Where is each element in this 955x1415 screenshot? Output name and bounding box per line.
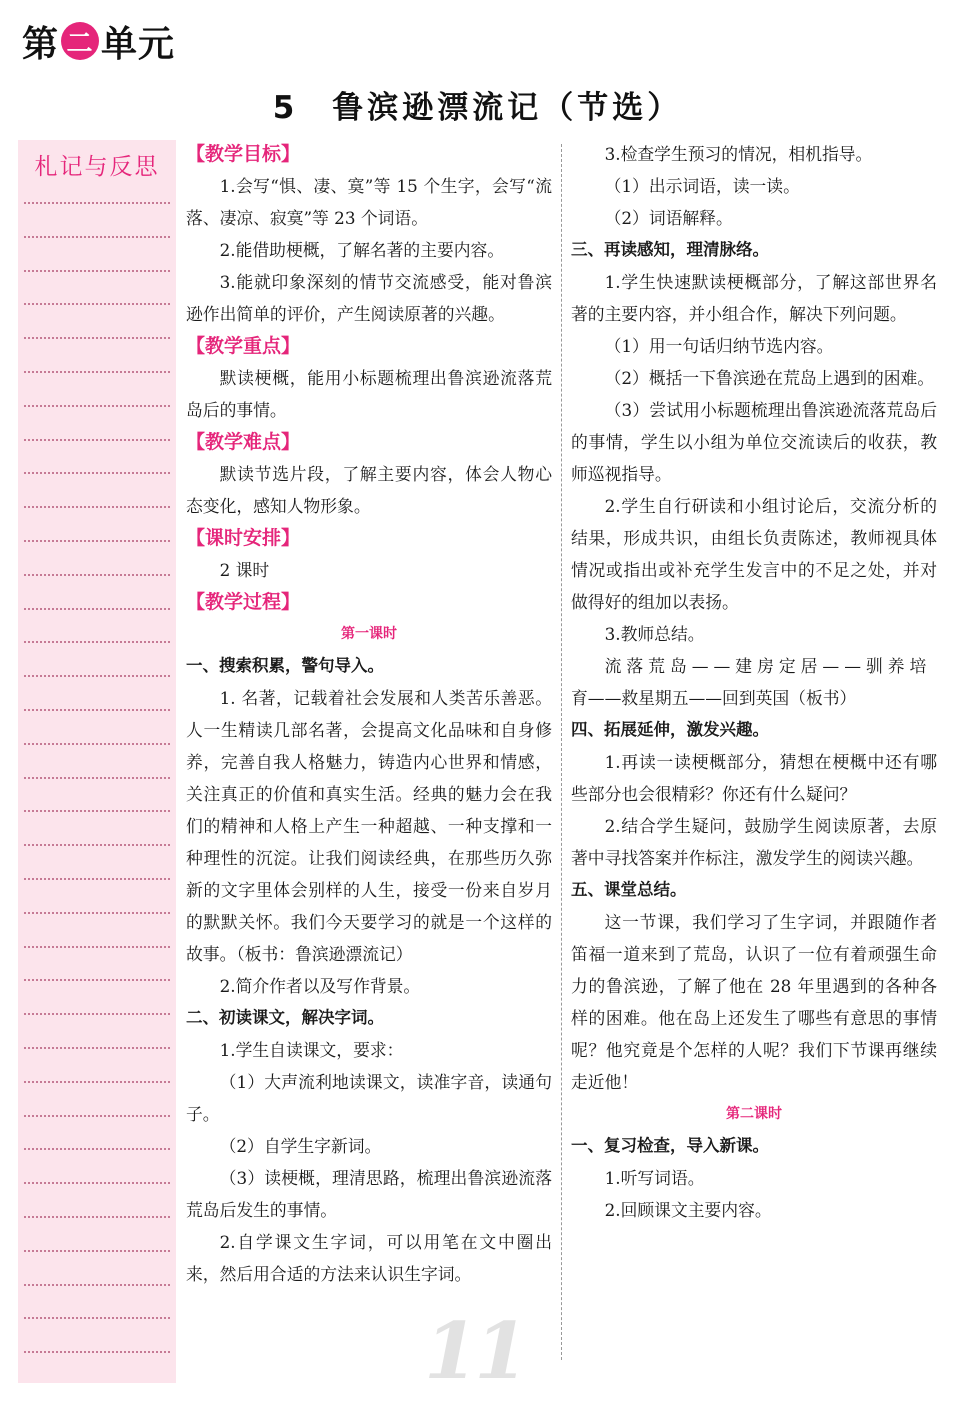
note-line	[24, 574, 170, 576]
note-line	[24, 608, 170, 610]
note-line	[24, 1148, 170, 1150]
board-outline-line: 流落荒岛——建房定居——驯养培	[604, 656, 932, 676]
note-line	[24, 1351, 170, 1353]
note-line	[24, 1013, 170, 1015]
paragraph: 3.检查学生预习的情况，相机指导。	[604, 144, 873, 164]
note-line	[24, 810, 170, 812]
note-line	[24, 303, 170, 305]
period-heading: 第二课时	[726, 1106, 782, 1122]
note-line	[24, 878, 170, 880]
note-line	[24, 946, 170, 948]
column-divider	[561, 144, 562, 1360]
note-line	[24, 405, 170, 407]
paragraph: 2.学生自行研读和小组讨论后，交流分析的结果，形成共识，由组长负责陈述，教师视具体情况或指出或补充学生发言中的不足之处，并对做得好的组加以表扬。	[571, 496, 937, 612]
paragraph: 2.回顾课文主要内容。	[604, 1200, 772, 1220]
step-heading: 四、拓展延伸，激发兴趣。	[571, 720, 769, 739]
paragraph: 1.学生快速默读梗概部分，了解这部世界名著的主要内容，并小组合作，解决下列问题。	[571, 272, 937, 324]
page-number: 11	[424, 1306, 525, 1397]
note-line	[24, 506, 170, 508]
note-line	[24, 641, 170, 643]
paragraph: 2.简介作者以及写作背景。	[219, 976, 421, 996]
unit-suffix: 单元	[101, 23, 176, 65]
note-line	[24, 1047, 170, 1049]
note-line	[24, 236, 170, 238]
key-points-heading: 【教学重点】	[186, 335, 301, 357]
note-line	[24, 743, 170, 745]
step-heading: 五、课堂总结。	[571, 880, 687, 899]
lesson-title	[0, 82, 955, 127]
note-line	[24, 1284, 170, 1286]
paragraph: 1.学生自读课文，要求：	[219, 1040, 404, 1060]
difficulties-heading: 【教学难点】	[186, 431, 301, 453]
notes-sidebar	[18, 140, 176, 1383]
lesson-number: 5	[272, 90, 299, 126]
note-line	[24, 1182, 170, 1184]
note-line	[24, 202, 170, 204]
note-line	[24, 1081, 170, 1083]
period-heading: 第一课时	[341, 626, 397, 642]
note-line	[24, 912, 170, 914]
key-points-text: 默读梗概，能用小标题梳理出鲁滨逊流落荒岛后的事情。	[186, 368, 552, 420]
schedule-heading: 【课时安排】	[186, 527, 301, 549]
step-heading: 三、再读感知，理清脉络。	[571, 240, 769, 259]
note-line	[24, 337, 170, 339]
note-line	[24, 979, 170, 981]
paragraph: 1.听写词语。	[604, 1168, 705, 1188]
difficulties-text: 默读节选片段，了解主要内容，体会人物心态变化，感知人物形象。	[186, 464, 552, 516]
note-line	[24, 439, 170, 441]
paragraph: （3）读梗概，理清思路，梳理出鲁滨逊流落荒岛后发生的事情。	[186, 1168, 552, 1220]
paragraph: （1）大声流利地读课文，读准字音，读通句子。	[186, 1072, 552, 1124]
note-line	[24, 709, 170, 711]
sidebar-title: 札记与反思	[34, 154, 160, 180]
note-line	[24, 1250, 170, 1252]
note-line	[24, 675, 170, 677]
step-heading: 一、搜索积累，警句导入。	[186, 656, 384, 675]
process-heading: 【教学过程】	[186, 591, 301, 613]
paragraph: （2）概括一下鲁滨逊在荒岛上遇到的困难。	[604, 368, 935, 388]
schedule-text: 2 课时	[219, 560, 270, 580]
note-line	[24, 371, 170, 373]
paragraph: （1）用一句话归纳节选内容。	[604, 336, 834, 356]
left-column	[186, 138, 552, 1290]
paragraph: （1）出示词语，读一读。	[604, 176, 800, 196]
paragraph: 1.再读一读梗概部分，猜想在梗概中还有哪些部分也会很精彩？你还有什么疑问？	[571, 752, 937, 804]
goal-item: 2.能借助梗概，了解名著的主要内容。	[219, 240, 505, 260]
step-heading: 一、复习检查，导入新课。	[571, 1136, 769, 1155]
paragraph: 3.教师总结。	[604, 624, 705, 644]
step-heading: 二、初读课文，解决字词。	[186, 1008, 384, 1027]
paragraph: 1. 名著，记载着社会发展和人类苦乐善恶。人一生精读几部名著，会提高文化品味和自身修养，完善自我人格魅力，铸造内心世界和情感，关注真正的价值和真实生活。经典的魅力会在我们的精神和人格上产生一种超越、一种支撑和一种理性的沉淀。让我们阅读经典，在那些历久弥新的文字里体会别样的人生，接受一份来自岁月的默默关怀。我们今天要学习的就是一个这样的故事。（板书：鲁滨逊漂流记）	[186, 688, 552, 964]
right-column	[571, 138, 937, 1226]
goal-item: 1.会写“惧、凄、寞”等 15 个生字，会写“流落、凄凉、寂寞”等 23 个词语。	[186, 176, 552, 228]
note-line	[24, 844, 170, 846]
note-line	[24, 472, 170, 474]
note-line	[24, 1216, 170, 1218]
paragraph: 这一节课，我们学习了生字词，并跟随作者笛福一道来到了荒岛，认识了一位有着顽强生命力的鲁滨逊，了解了他在 28 年里遇到的各种各样的困难。他在岛上还发生了哪些有意思的事情呢？他究竟是个怎样的人呢？我们下节课再继续走近他！	[571, 912, 937, 1092]
board-outline-line: 育——救星期五——回到英国（板书）	[571, 688, 857, 708]
paragraph: 2.结合学生疑问，鼓励学生阅读原著，去原著中寻找答案并作标注，激发学生的阅读兴趣。	[571, 816, 937, 868]
unit-prefix: 第	[22, 23, 60, 65]
goals-heading: 【教学目标】	[186, 143, 301, 165]
paragraph: （2）自学生字新词。	[219, 1136, 382, 1156]
note-line	[24, 1115, 170, 1117]
note-line	[24, 270, 170, 272]
note-line	[24, 540, 170, 542]
lesson-title-text: 鲁滨逊漂流记（节选）	[332, 90, 683, 126]
paragraph: 2.自学课文生字词，可以用笔在文中圈出来，然后用合适的方法来认识生字词。	[186, 1232, 552, 1284]
paragraph: （3）尝试用小标题梳理出鲁滨逊流落荒岛后的事情，学生以小组为单位交流读后的收获，教师巡视指导。	[571, 400, 937, 484]
unit-number-badge: 二	[61, 22, 99, 60]
note-line	[24, 1317, 170, 1319]
paragraph: （2）词语解释。	[604, 208, 733, 228]
unit-header	[22, 18, 175, 64]
goal-item: 3.能就印象深刻的情节交流感受，能对鲁滨逊作出简单的评价，产生阅读原著的兴趣。	[186, 272, 552, 324]
note-line	[24, 777, 170, 779]
